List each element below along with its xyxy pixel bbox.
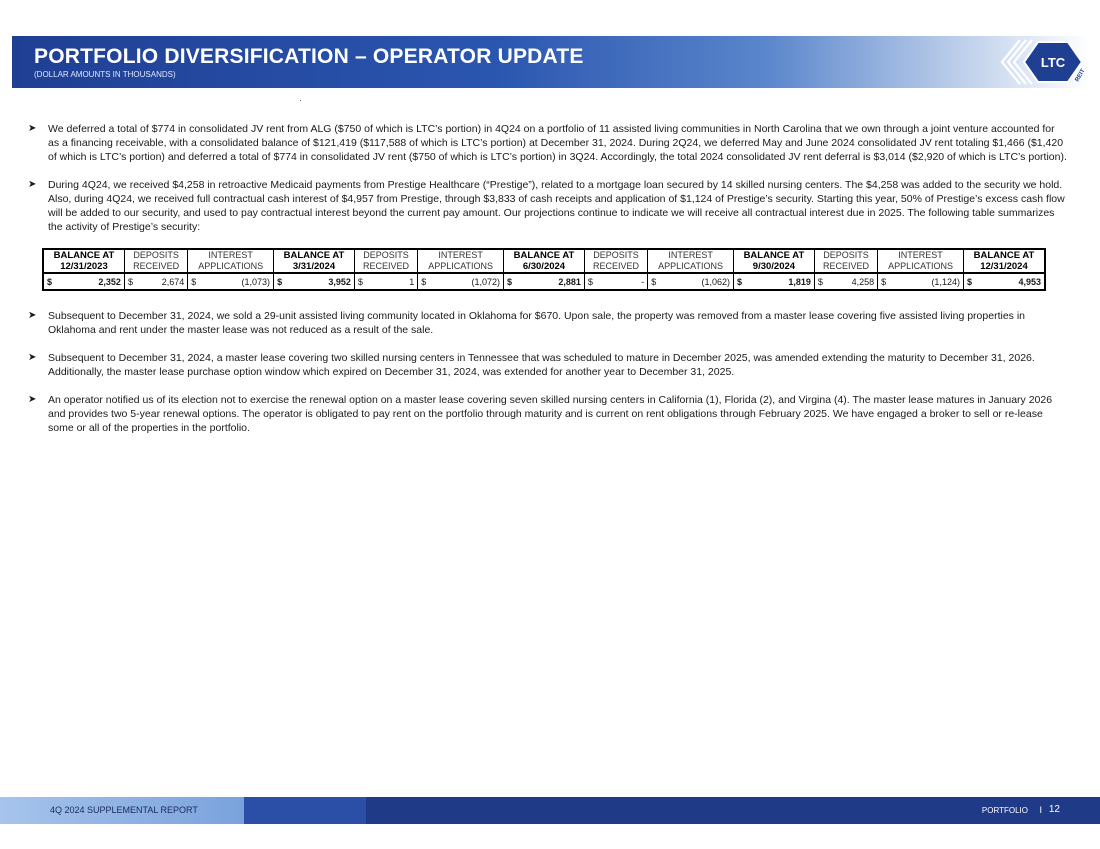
bullet-alg-deferral [28,122,1068,164]
col-header: BALANCE AT 3/31/2024 [274,249,355,273]
prestige-security-table [42,248,1046,291]
footer-separator: I [1039,805,1042,815]
arrow-bullet-icon: ➤ [28,179,37,190]
bullet-prestige [28,178,1068,234]
logo-subtext: REIT [1074,68,1087,83]
col-header: BALANCE AT 12/31/2024 [963,249,1045,273]
bullet-text: During 4Q24, we received $4,258 in retroactive Medicaid payments from Prestige Healthcare (“Prestige”), related to a mortgage loan secured by 14 skilled nursing centers. The $4,258 was added to the security we hold. Also, during 4Q24, we received full contractual cash interest of $4,957 from Prestige, through $3,833 of cash receipts and application of $1,124 of Prestige’s security. Starting this year, 50% of Prestige’s excess cash flow will be added to our security, and used to pay contractual interest beyond the current pay amount. Our projections continue to indicate we will receive all contractual interest due in 2025. The following table summarizes the activity of Prestige’s security: [48,179,1065,233]
col-header: DEPOSITS RECEIVED [584,249,647,273]
section-label: PORTFOLIO [981,806,1028,815]
col-header: INTEREST APPLICATIONS [648,249,734,273]
arrow-bullet-icon: ➤ [28,310,37,321]
table-cell: $ 1 [354,273,417,290]
table-cell: $ (1,072) [418,273,504,290]
footer-bar [0,797,1100,824]
bullet-text: We deferred a total of $774 in consolidated JV rent from ALG ($750 of which is LTC’s portion) in 4Q24 on a portfolio of 11 assisted living communities in North Carolina that we own through a joint venture accounted for as a financing receivable, with a consolidated balance of $121,419 ($117,588 of which is LTC’s portion) at December 31, 2024. During 2Q24, we deferred May and June 2024 consolidated JV rent totaling $1,466 ($1,420 of which is LTC’s portion) and deferred a total of $774 in consolidated JV rent ($750 of which is LTC’s portion) in 3Q24. Accordingly, the total 2024 consolidated JV rent deferral is $3,014 ($2,920 of which is LTC’s portion). [48,123,1067,163]
table-cell: $ - [584,273,647,290]
col-header: BALANCE AT 9/30/2024 [734,249,815,273]
table-cell: $ 4,953 [963,273,1045,290]
logo-text: LTC [1040,55,1066,70]
table-cell: $ (1,073) [188,273,274,290]
table-header-row [43,249,1045,273]
col-header: BALANCE AT 6/30/2024 [504,249,585,273]
col-header: DEPOSITS RECEIVED [354,249,417,273]
bullet-tennessee-lease [28,351,1068,379]
table-cell: $ 2,352 [43,273,124,290]
page-subtitle: (DOLLAR AMOUNTS IN THOUSANDS) [34,70,176,79]
ltc-reit-logo [990,36,1090,88]
arrow-bullet-icon: ➤ [28,123,37,134]
table-cell: $ 1,819 [734,273,815,290]
bullet-renewal-option [28,393,1068,435]
arrow-bullet-icon: ➤ [28,352,37,363]
header-banner [12,36,1090,88]
table-cell: $ 4,258 [814,273,877,290]
report-label: 4Q 2024 SUPPLEMENTAL REPORT [50,805,198,815]
decorative-dot [300,100,301,101]
page-number: 12 [1048,804,1060,815]
bullet-text: Subsequent to December 31, 2024, we sold a 29-unit assisted living community located in Oklahoma for $670. Upon sale, the property was removed from a master lease covering five assisted living properties in Oklahoma and rent under the master lease was not reduced as a result of the sale. [48,310,1026,336]
col-header: INTEREST APPLICATIONS [878,249,964,273]
page-title: PORTFOLIO DIVERSIFICATION – OPERATOR UPDATE [34,45,584,68]
table-cell: $ 2,674 [124,273,187,290]
table-cell: $ (1,124) [878,273,964,290]
arrow-bullet-icon: ➤ [28,394,37,405]
table-cell: $ 3,952 [274,273,355,290]
col-header: BALANCE AT 12/31/2023 [43,249,124,273]
table-cell: $ 2,881 [504,273,585,290]
bullet-text: Subsequent to December 31, 2024, a master lease covering two skilled nursing centers in Tennessee that was scheduled to mature in December 2025, was amended extending the maturity to December 31, 2026. Additionally, the master lease purchase option window which expired on December 31, 2024, was extended for another year to December 31, 2025. [48,352,1035,378]
col-header: INTEREST APPLICATIONS [418,249,504,273]
bullet-oklahoma-sale [28,309,1068,337]
table-row [43,273,1045,290]
col-header: DEPOSITS RECEIVED [124,249,187,273]
footer-mid-block [244,797,366,824]
content-area [28,122,1068,449]
bullet-text: An operator notified us of its election not to exercise the renewal option on a master lease covering seven skilled nursing centers in California (1), Florida (2), and Virgina (4). The master lease matures in January 2026 and provides two 5-year renewal options. The operator is obligated to pay rent on the portfolio through maturity and is current on rent obligations through February 2025. We have engaged a broker to sell or re-lease some or all of the properties in the portfolio. [48,394,1053,434]
col-header: INTEREST APPLICATIONS [188,249,274,273]
table-cell: $ (1,062) [648,273,734,290]
col-header: DEPOSITS RECEIVED [814,249,877,273]
